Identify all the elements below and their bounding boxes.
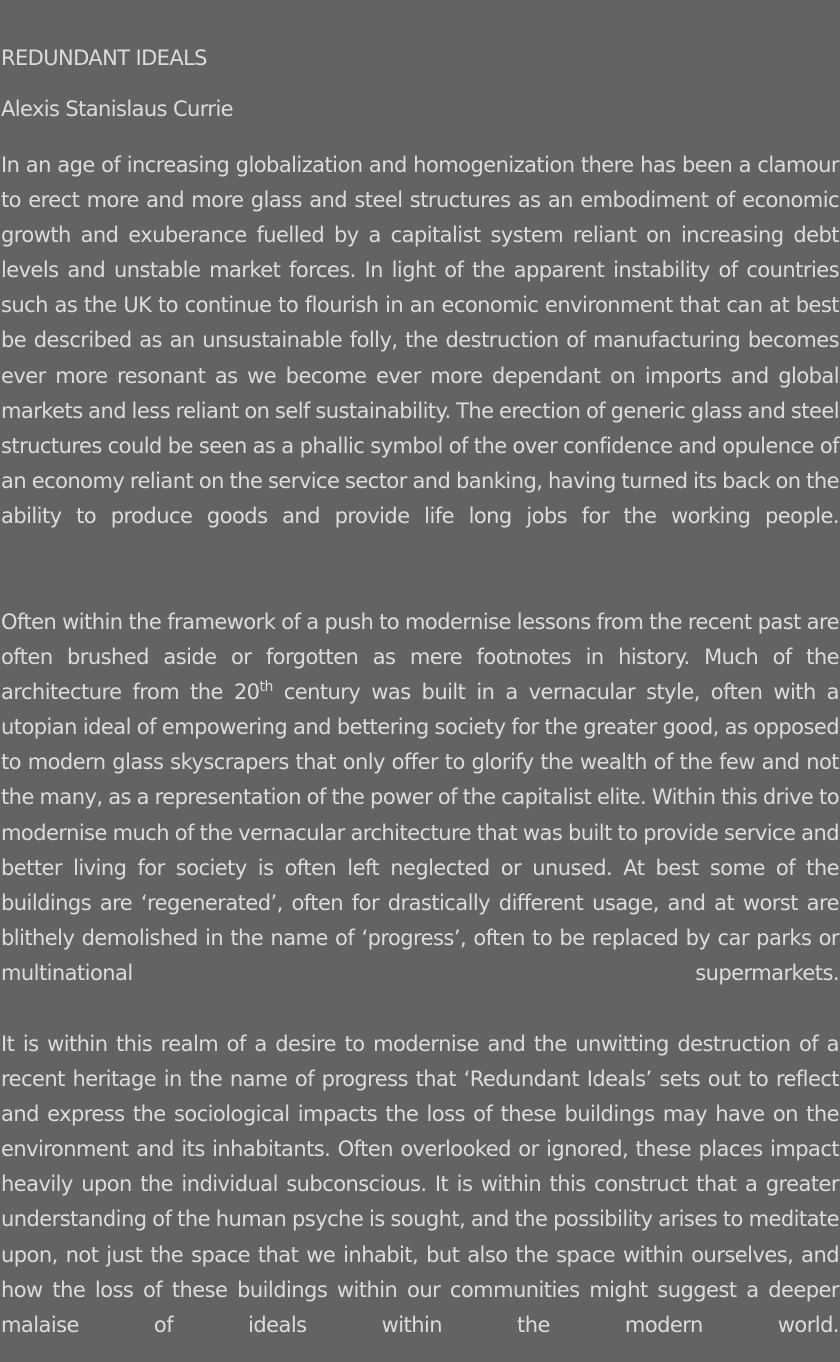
paragraph-2-text-end: century was built in a vernacular style, often with a utopian ideal of empowering and bettering society for the greater good, as opposed to modern glass skyscrapers that only offer to glorify the wealth of the few and not the many, as a representation of the power of the capitalist elite. Within this drive to modernise much of the vernacular architecture that was built to provide service and better living for society is often left neglected or unused. At best some of the buildings are ‘regenerated’, often for drastically different usage, and at worst are blithely demolished in the name of ‘progress’, often to be replaced by car parks or multinational supermarkets. <box>1 680 839 985</box>
paragraph-2 <box>1 605 839 991</box>
article-author: Alexis Stanislaus Currie <box>1 97 234 121</box>
paragraph-3: It is within this realm of a desire to modernise and the unwitting destruction of a recent heritage in the name of progress that ‘Redundant Ideals’ sets out to reflect and express the sociological impacts the loss of these buildings may have on the environment and its inhabitants. Often overlooked or ignored, these places impact heavily upon the individual subconscious. It is within this construct that a greater understanding of the human psyche is sought, and the possibility arises to meditate upon, not just the space that we inhabit, but also the space within ourselves, and how the loss of these buildings within our communities might suggest a deeper malaise of ideals within the modern world. <box>1 1032 839 1337</box>
paragraph-1: In an age of increasing globalization and homogenization there has been a clamour to erect more and more glass and steel structures as an embodiment of economic growth and exuberance fuelled by a capitalist system reliant on increasing debt levels and unstable market forces. In light of the apparent instability of countries such as the UK to continue to flourish in an economic environment that can at best be described as an unsustainable folly, the destruction of manufacturing becomes ever more resonant as we become ever more dependant on imports and global markets and less reliant on self sustainability. The erection of generic glass and steel structures could be seen as a phallic symbol of the over confidence and opulence of an economy reliant on the service sector and banking, having turned its back on the ability to produce goods and provide life long jobs for the working people. <box>1 153 839 528</box>
paragraph-2-text-start: Often within the framework of a push to modernise lessons from the recent past are often brushed aside or forgotten as mere footnotes in history. Much of the architecture from the 20 <box>1 610 839 705</box>
article-title: REDUNDANT IDEALS <box>1 46 207 70</box>
ordinal-superscript: th <box>259 679 273 696</box>
